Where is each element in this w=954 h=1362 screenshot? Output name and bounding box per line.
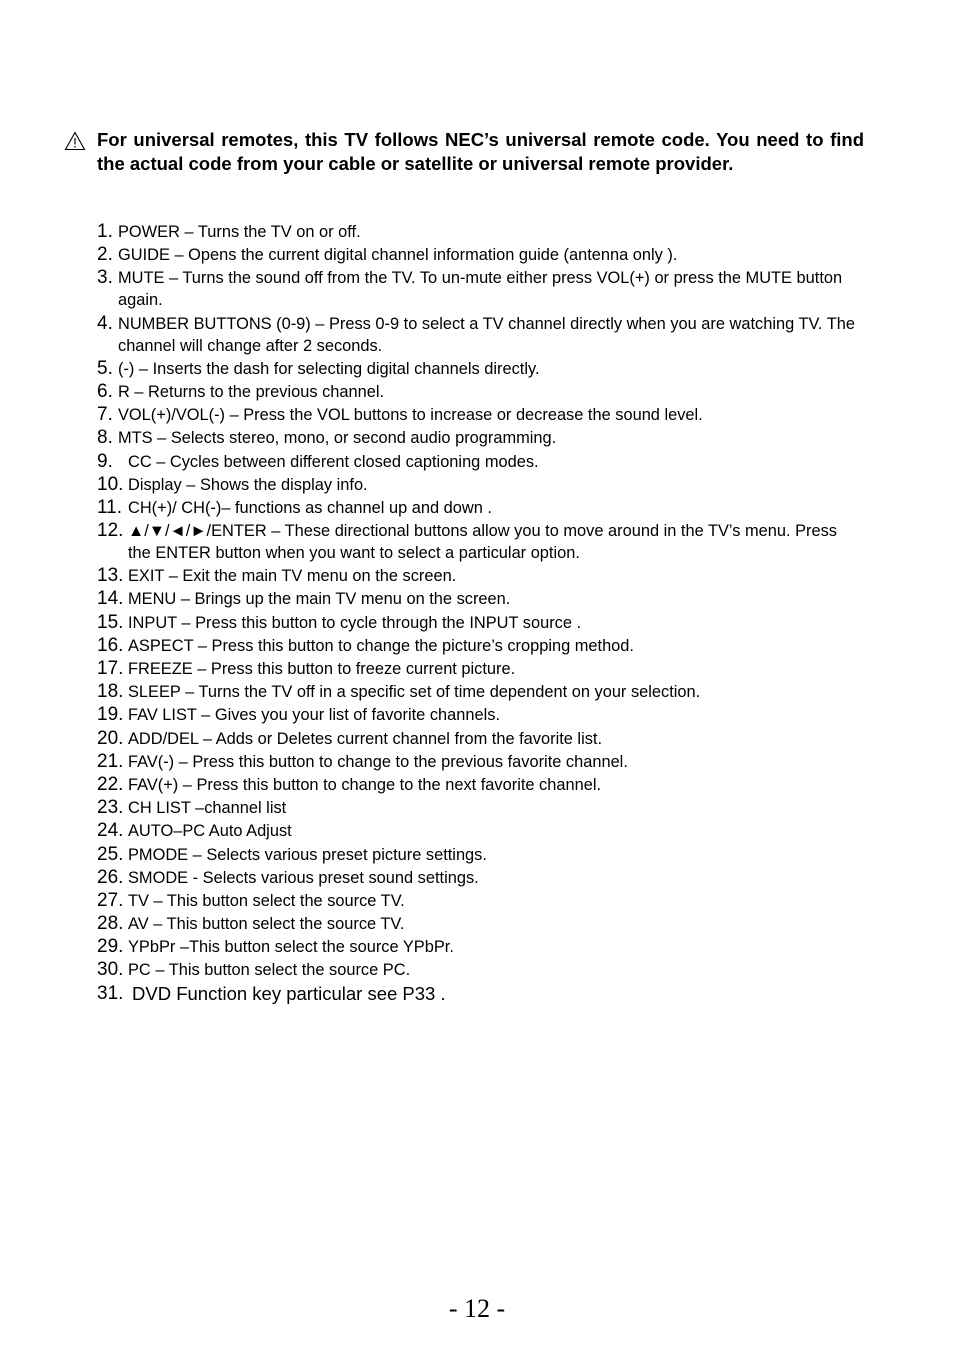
item-number: 28. [97,913,124,935]
item-text: FAV LIST – Gives you your list of favorite channels. [128,706,500,725]
item-text: INPUT – Press this button to cycle through the INPUT source . [128,613,582,632]
list-item [97,820,857,842]
item-text: VOL(+)/VOL(-) – Press the VOL buttons to increase or decrease the sound level. [118,406,703,425]
list-item [97,313,857,357]
item-number: 9. [97,450,113,472]
list-item [97,588,857,610]
item-text: SMODE - Selects various preset sound settings. [128,868,479,887]
item-number: 22. [97,773,124,795]
item-number: 3. [97,267,113,289]
item-number: 1. [97,221,113,242]
list-item [97,244,857,266]
item-text: GUIDE – Opens the current digital channel information guide (antenna only ). [118,246,678,265]
list-item [97,451,857,473]
item-number: 26. [97,866,124,888]
list-item [97,658,857,680]
item-text: MTS – Selects stereo, mono, or second audio programming. [118,429,557,448]
item-text: Display – Shows the display info. [128,475,368,494]
item-text: R – Returns to the previous channel. [118,382,385,401]
item-number: 10. [97,473,124,495]
item-text: AUTO–PC Auto Adjust [128,822,292,841]
item-text: PC – This button select the source PC. [128,961,411,980]
item-text: YPbPr –This button select the source YPbPr. [128,938,454,957]
list-item [97,728,857,750]
item-text: TV – This button select the source TV. [128,891,405,910]
list-item [97,983,857,1005]
item-text: ADD/DEL – Adds or Deletes current channel from the favorite list. [128,729,603,748]
list-item [97,427,857,449]
item-text: NUMBER BUTTONS (0-9) – Press 0-9 to select a TV channel directly when you are watching TV. The channel will change after 2 seconds. [118,314,855,355]
list-item [97,565,857,587]
item-text: (-) – Inserts the dash for selecting digital channels directly. [118,359,540,378]
item-text: ASPECT – Press this button to change the picture’s cropping method. [128,636,634,655]
item-number: 19. [97,704,124,726]
list-item [97,404,857,426]
item-number: 11. [97,496,123,518]
list-item [97,704,857,726]
item-text: POWER – Turns the TV on or off. [118,223,361,241]
list-item [97,497,857,519]
list-item [97,797,857,819]
list-item [97,936,857,958]
item-number: 7. [97,404,113,426]
item-text: FAV(-) – Press this button to change to the previous favorite channel. [128,752,628,771]
item-number: 16. [97,634,124,656]
item-text: AV – This button select the source TV. [128,915,405,934]
item-text: CC – Cycles between different closed captioning modes. [128,452,539,471]
list-item [97,913,857,935]
item-number: 23. [97,797,124,819]
item-number: 27. [97,889,124,911]
item-text: SLEEP – Turns the TV off in a specific set of time dependent on your selection. [128,683,701,702]
item-text: MENU – Brings up the main TV menu on the screen. [128,590,511,609]
item-number: 4. [97,312,113,334]
list-item [97,890,857,912]
item-text: DVD Function key particular see P33 . [132,982,446,1004]
list-item [97,221,857,243]
item-text: FAV(+) – Press this button to change to the next favorite channel. [128,775,602,794]
remote-button-list [97,221,857,1006]
item-number: 20. [97,727,124,749]
universal-remote-notice [64,128,864,176]
list-item [97,867,857,889]
item-number: 24. [97,820,124,842]
item-number: 2. [97,244,113,266]
item-text: EXIT – Exit the main TV menu on the screen. [128,567,457,586]
item-number: 8. [97,427,113,449]
list-item [97,358,857,380]
list-item [97,612,857,634]
notice-text: For universal remotes, this TV follows NEC’s universal remote code. You need to find the actual code from your cable or satellite or universal remote provider. [97,129,864,174]
list-item [97,474,857,496]
list-item [97,267,857,311]
item-number: 13. [97,565,124,587]
list-item [97,681,857,703]
list-item [97,751,857,773]
list-item [97,520,857,564]
item-number: 18. [97,681,124,703]
item-number: 15. [97,611,124,633]
item-text: CH LIST –channel list [128,799,287,818]
page-number: - 12 - [448,1294,506,1323]
item-number: 6. [97,380,113,402]
item-number: 17. [97,658,124,679]
item-number: 25. [97,843,124,865]
list-item [97,381,857,403]
item-number: 14. [97,588,124,610]
item-number: 31. [97,982,124,1004]
item-number: 12. [97,520,124,542]
item-number: 5. [97,357,113,379]
item-text: PMODE – Selects various preset picture settings. [128,845,487,864]
list-item [97,774,857,796]
list-item [97,959,857,981]
item-number: 29. [97,936,124,958]
item-text: MUTE – Turns the sound off from the TV. To un-mute either press VOL(+) or press the MUTE button again. [118,269,843,310]
warning-triangle-icon [64,131,86,151]
item-text: FREEZE – Press this button to freeze current picture. [128,660,516,678]
item-text: ▲/▼/◄/►/ENTER – These directional buttons allow you to move around in the TV’s menu. Press the ENTER button when you want to select a particular option. [128,522,838,563]
list-item [97,844,857,866]
list-item [97,635,857,657]
item-number: 30. [97,959,124,981]
item-number: 21. [97,750,124,772]
item-text: CH(+)/ CH(-)– functions as channel up and down . [128,498,492,517]
